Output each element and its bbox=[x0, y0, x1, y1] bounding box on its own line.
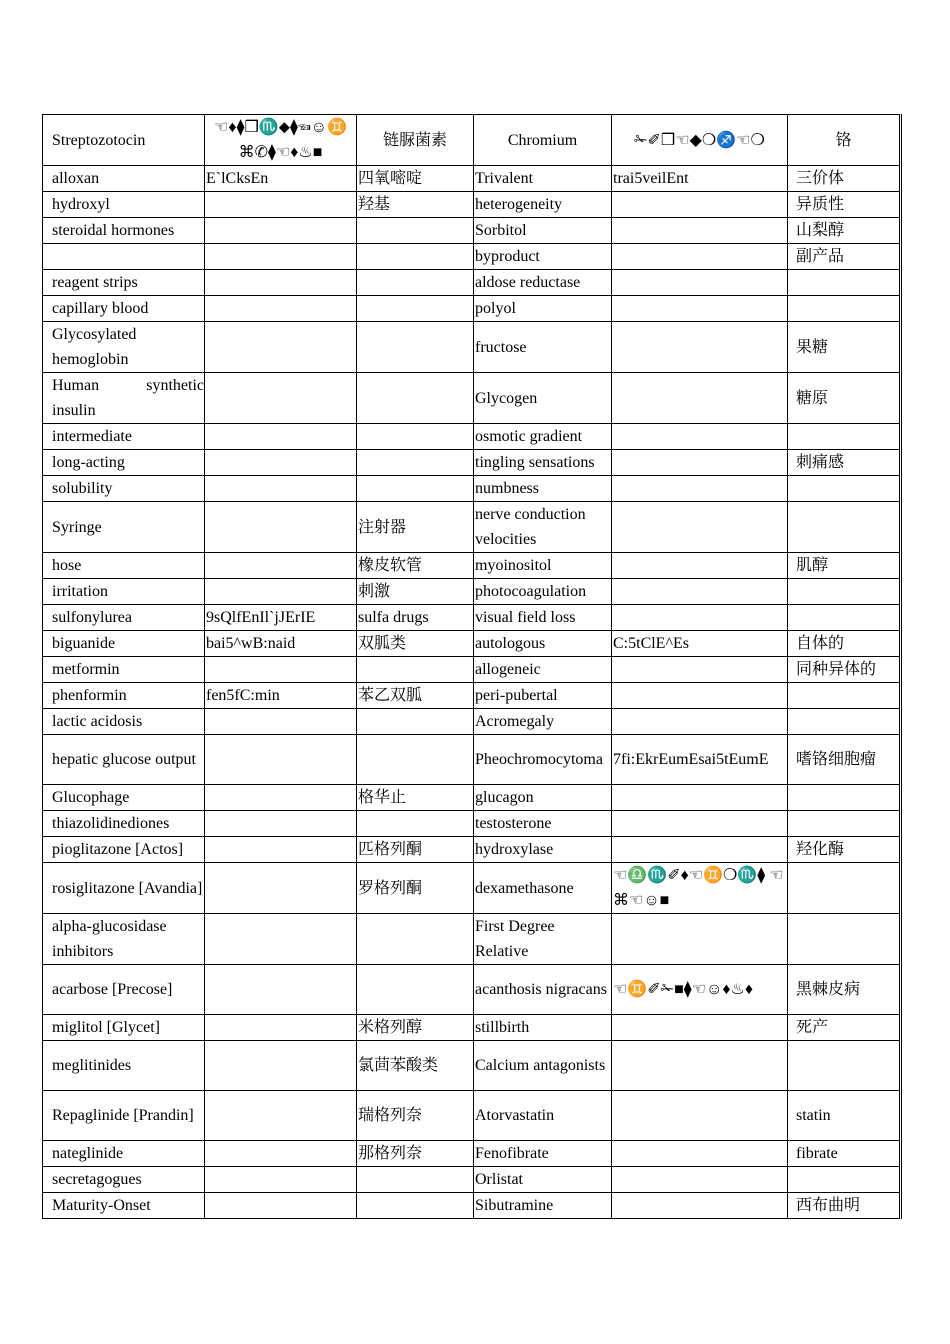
cell-phonetic bbox=[205, 476, 357, 502]
cell-term-en-2: Orlistat bbox=[474, 1167, 612, 1193]
cell-term-en-2: First Degree Relative bbox=[474, 914, 612, 965]
cell-term-en-2: hydroxylase bbox=[474, 837, 612, 863]
cell-phonetic-2 bbox=[612, 1091, 788, 1141]
cell-term-en: reagent strips bbox=[43, 270, 205, 296]
cell-term-en: Maturity-Onset bbox=[43, 1193, 205, 1219]
table-row bbox=[43, 785, 901, 811]
cell-term-en-2: glucagon bbox=[474, 785, 612, 811]
cell-term-en: Glucophage bbox=[43, 785, 205, 811]
cell-term-zh bbox=[357, 657, 474, 683]
cell-term-en-2: testosterone bbox=[474, 811, 612, 837]
cell-phonetic bbox=[205, 1041, 357, 1091]
cell-phonetic bbox=[205, 192, 357, 218]
cell-term-zh-2 bbox=[788, 709, 901, 735]
cell-term-zh-2: 嗜铬细胞瘤 bbox=[788, 735, 901, 785]
cell-term-en: meglitinides bbox=[43, 1041, 205, 1091]
cell-term-en: alpha-glucosidase inhibitors bbox=[43, 914, 205, 965]
cell-term-zh-2: 副产品 bbox=[788, 244, 901, 270]
cell-phonetic bbox=[205, 863, 357, 914]
cell-term-zh bbox=[357, 373, 474, 424]
cell-phonetic bbox=[205, 1015, 357, 1041]
table-row bbox=[43, 1193, 901, 1219]
cell-phonetic-2 bbox=[612, 1193, 788, 1219]
cell-phonetic-2 bbox=[612, 657, 788, 683]
cell-term-zh: 双胍类 bbox=[357, 631, 474, 657]
cell-phonetic-2 bbox=[612, 683, 788, 709]
cell-term-zh-2: 刺痛感 bbox=[788, 450, 901, 476]
cell-term-en-2: Pheochromocytoma bbox=[474, 735, 612, 785]
cell-term-zh-2: 自体的 bbox=[788, 631, 901, 657]
cell-term-zh-2 bbox=[788, 605, 901, 631]
cell-term-en: Repaglinide [Prandin] bbox=[43, 1091, 205, 1141]
table-row bbox=[43, 424, 901, 450]
cell-term-en: capillary blood bbox=[43, 296, 205, 322]
cell-term-en: secretagogues bbox=[43, 1167, 205, 1193]
header-cell-phonetic: ☜♦⧫❒♏⬥⧫☜☺♊ ⌘✆⧫☜♦♨■ bbox=[205, 115, 357, 166]
cell-term-zh-2: 黑棘皮病 bbox=[788, 965, 901, 1015]
cell-term-en-2: allogeneic bbox=[474, 657, 612, 683]
cell-phonetic-2 bbox=[612, 811, 788, 837]
cell-phonetic-2 bbox=[612, 476, 788, 502]
cell-term-en-2: fructose bbox=[474, 322, 612, 373]
cell-phonetic-2 bbox=[612, 424, 788, 450]
cell-term-zh-2: fibrate bbox=[788, 1141, 901, 1167]
table-row bbox=[43, 553, 901, 579]
cell-phonetic: E`lCksEn bbox=[205, 166, 357, 192]
cell-phonetic bbox=[205, 735, 357, 785]
cell-term-zh: 刺激 bbox=[357, 579, 474, 605]
cell-phonetic bbox=[205, 579, 357, 605]
cell-term-zh-2: 羟化酶 bbox=[788, 837, 901, 863]
cell-term-en-2: Trivalent bbox=[474, 166, 612, 192]
cell-term-zh: 瑞格列奈 bbox=[357, 1091, 474, 1141]
cell-term-en: thiazolidinediones bbox=[43, 811, 205, 837]
cell-phonetic-2 bbox=[612, 192, 788, 218]
table-row bbox=[43, 476, 901, 502]
cell-term-zh: 四氧嘧啶 bbox=[357, 166, 474, 192]
header-cell-term-en: Streptozotocin bbox=[43, 115, 205, 166]
cell-term-en: Glycosylated hemoglobin bbox=[43, 322, 205, 373]
table-row bbox=[43, 863, 901, 914]
cell-term-zh: 橡皮软管 bbox=[357, 553, 474, 579]
cell-term-en-2: nerve conduction velocities bbox=[474, 502, 612, 553]
table-row bbox=[43, 579, 901, 605]
cell-phonetic bbox=[205, 965, 357, 1015]
cell-phonetic-2 bbox=[612, 553, 788, 579]
table-row bbox=[43, 1091, 901, 1141]
table-row bbox=[43, 657, 901, 683]
cell-term-en-2: aldose reductase bbox=[474, 270, 612, 296]
cell-term-en-2: Sorbitol bbox=[474, 218, 612, 244]
cell-term-zh-2 bbox=[788, 476, 901, 502]
cell-term-zh-2: 三价体 bbox=[788, 166, 901, 192]
cell-term-en-2: Calcium antagonists bbox=[474, 1041, 612, 1091]
cell-phonetic bbox=[205, 785, 357, 811]
cell-term-zh-2 bbox=[788, 785, 901, 811]
cell-term-en-2: tingling sensations bbox=[474, 450, 612, 476]
cell-term-zh-2: statin bbox=[788, 1091, 901, 1141]
cell-phonetic-2 bbox=[612, 373, 788, 424]
cell-phonetic-2 bbox=[612, 709, 788, 735]
cell-phonetic bbox=[205, 296, 357, 322]
table-row bbox=[43, 965, 901, 1015]
table-row bbox=[43, 502, 901, 553]
cell-term-zh-2: 异质性 bbox=[788, 192, 901, 218]
cell-term-en-2: photocoagulation bbox=[474, 579, 612, 605]
cell-term-zh bbox=[357, 270, 474, 296]
cell-phonetic bbox=[205, 270, 357, 296]
cell-term-en: acarbose [Precose] bbox=[43, 965, 205, 1015]
cell-term-en-2: byproduct bbox=[474, 244, 612, 270]
cell-term-zh-2 bbox=[788, 1041, 901, 1091]
cell-phonetic bbox=[205, 373, 357, 424]
cell-phonetic-2 bbox=[612, 1015, 788, 1041]
cell-term-en-2: acanthosis nigracans bbox=[474, 965, 612, 1015]
cell-term-zh-2 bbox=[788, 863, 901, 914]
header-row bbox=[43, 115, 901, 166]
cell-phonetic-2 bbox=[612, 270, 788, 296]
cell-term-en-2: osmotic gradient bbox=[474, 424, 612, 450]
cell-term-zh bbox=[357, 450, 474, 476]
cell-phonetic bbox=[205, 502, 357, 553]
table-row bbox=[43, 735, 901, 785]
cell-term-zh bbox=[357, 914, 474, 965]
cell-phonetic bbox=[205, 450, 357, 476]
cell-term-en: steroidal hormones bbox=[43, 218, 205, 244]
cell-phonetic: fen5fC:min bbox=[205, 683, 357, 709]
cell-term-en: irritation bbox=[43, 579, 205, 605]
cell-term-zh: 格华止 bbox=[357, 785, 474, 811]
cell-term-en-2: Atorvastatin bbox=[474, 1091, 612, 1141]
vocabulary-table bbox=[42, 114, 902, 1219]
cell-term-zh-2 bbox=[788, 270, 901, 296]
table-row bbox=[43, 1141, 901, 1167]
table-row bbox=[43, 322, 901, 373]
cell-phonetic bbox=[205, 1167, 357, 1193]
cell-phonetic-2 bbox=[612, 785, 788, 811]
cell-phonetic-2: ☜♊✐✁■⧫☜☺♦♨♦ bbox=[612, 965, 788, 1015]
cell-term-en-2: visual field loss bbox=[474, 605, 612, 631]
cell-term-zh-2: 果糖 bbox=[788, 322, 901, 373]
cell-term-zh bbox=[357, 218, 474, 244]
table-row bbox=[43, 837, 901, 863]
cell-term-en: phenformin bbox=[43, 683, 205, 709]
cell-term-en: hepatic glucose output bbox=[43, 735, 205, 785]
header-cell-phonetic-2: ✁✐❒☜◆❍♐☜❍ bbox=[612, 115, 788, 166]
cell-phonetic bbox=[205, 218, 357, 244]
cell-term-en-2: Glycogen bbox=[474, 373, 612, 424]
cell-phonetic-2 bbox=[612, 1167, 788, 1193]
cell-term-en-2: peri-pubertal bbox=[474, 683, 612, 709]
cell-term-zh-2 bbox=[788, 683, 901, 709]
cell-term-zh: 匹格列酮 bbox=[357, 837, 474, 863]
cell-phonetic bbox=[205, 1193, 357, 1219]
cell-term-zh-2: 同种异体的 bbox=[788, 657, 901, 683]
cell-term-en: pioglitazone [Actos] bbox=[43, 837, 205, 863]
cell-term-zh bbox=[357, 709, 474, 735]
table-row bbox=[43, 811, 901, 837]
cell-phonetic-2 bbox=[612, 1041, 788, 1091]
cell-term-en-2: Fenofibrate bbox=[474, 1141, 612, 1167]
table-row bbox=[43, 166, 901, 192]
cell-term-zh-2: 肌醇 bbox=[788, 553, 901, 579]
table-row bbox=[43, 1041, 901, 1091]
cell-term-en-2: numbness bbox=[474, 476, 612, 502]
cell-term-zh bbox=[357, 1167, 474, 1193]
cell-term-en-2: Acromegaly bbox=[474, 709, 612, 735]
cell-term-en: Syringe bbox=[43, 502, 205, 553]
cell-phonetic bbox=[205, 424, 357, 450]
cell-term-en: solubility bbox=[43, 476, 205, 502]
cell-term-zh-2 bbox=[788, 502, 901, 553]
table-row bbox=[43, 373, 901, 424]
cell-term-zh-2 bbox=[788, 1167, 901, 1193]
table-row bbox=[43, 709, 901, 735]
cell-phonetic bbox=[205, 657, 357, 683]
cell-term-en: hydroxyl bbox=[43, 192, 205, 218]
table-row bbox=[43, 296, 901, 322]
cell-phonetic bbox=[205, 709, 357, 735]
cell-term-en: Human synthetic insulin bbox=[43, 373, 205, 424]
cell-phonetic bbox=[205, 322, 357, 373]
table-row bbox=[43, 218, 901, 244]
table-row bbox=[43, 1015, 901, 1041]
cell-term-zh-2 bbox=[788, 424, 901, 450]
cell-term-en: lactic acidosis bbox=[43, 709, 205, 735]
cell-term-zh bbox=[357, 476, 474, 502]
table-row bbox=[43, 631, 901, 657]
cell-phonetic-2 bbox=[612, 579, 788, 605]
cell-term-zh: 米格列醇 bbox=[357, 1015, 474, 1041]
cell-term-zh-2: 死产 bbox=[788, 1015, 901, 1041]
cell-term-en-2: autologous bbox=[474, 631, 612, 657]
cell-term-zh-2 bbox=[788, 914, 901, 965]
cell-term-zh bbox=[357, 811, 474, 837]
cell-term-zh: 罗格列酮 bbox=[357, 863, 474, 914]
cell-term-zh-2: 糖原 bbox=[788, 373, 901, 424]
cell-term-en: miglitol [Glycet] bbox=[43, 1015, 205, 1041]
cell-term-en-2: Sibutramine bbox=[474, 1193, 612, 1219]
cell-term-en: biguanide bbox=[43, 631, 205, 657]
table-row bbox=[43, 605, 901, 631]
cell-term-zh bbox=[357, 1193, 474, 1219]
cell-term-en: hose bbox=[43, 553, 205, 579]
cell-term-en-2: heterogeneity bbox=[474, 192, 612, 218]
cell-term-zh bbox=[357, 244, 474, 270]
cell-term-zh bbox=[357, 296, 474, 322]
cell-phonetic-2 bbox=[612, 244, 788, 270]
cell-phonetic-2 bbox=[612, 1141, 788, 1167]
cell-term-zh bbox=[357, 424, 474, 450]
table-row bbox=[43, 1167, 901, 1193]
cell-phonetic-2 bbox=[612, 218, 788, 244]
table-row bbox=[43, 450, 901, 476]
cell-phonetic-2: trai5veilEnt bbox=[612, 166, 788, 192]
cell-term-en: metformin bbox=[43, 657, 205, 683]
header-cell-term-zh-2: 铬 bbox=[788, 115, 901, 166]
cell-term-en: intermediate bbox=[43, 424, 205, 450]
cell-phonetic-2 bbox=[612, 450, 788, 476]
cell-term-en bbox=[43, 244, 205, 270]
header-cell-term-en-2: Chromium bbox=[474, 115, 612, 166]
cell-term-en-2: polyol bbox=[474, 296, 612, 322]
table-row bbox=[43, 244, 901, 270]
cell-term-zh-2 bbox=[788, 811, 901, 837]
cell-term-zh bbox=[357, 965, 474, 1015]
cell-phonetic-2: C:5tClE^Es bbox=[612, 631, 788, 657]
cell-term-en-2: stillbirth bbox=[474, 1015, 612, 1041]
table-row bbox=[43, 683, 901, 709]
cell-phonetic-2 bbox=[612, 296, 788, 322]
cell-phonetic bbox=[205, 1091, 357, 1141]
cell-term-zh-2 bbox=[788, 579, 901, 605]
cell-phonetic-2: ☜♎♏✐♦☜♊❍♏⧫ ☜⌘☜☺■ bbox=[612, 863, 788, 914]
cell-phonetic bbox=[205, 244, 357, 270]
cell-term-zh: 苯乙双胍 bbox=[357, 683, 474, 709]
table-row bbox=[43, 270, 901, 296]
cell-term-zh-2 bbox=[788, 296, 901, 322]
cell-term-en: rosiglitazone [Avandia] bbox=[43, 863, 205, 914]
cell-term-zh: sulfa drugs bbox=[357, 605, 474, 631]
cell-term-zh bbox=[357, 322, 474, 373]
cell-term-zh: 注射器 bbox=[357, 502, 474, 553]
cell-phonetic-2 bbox=[612, 914, 788, 965]
cell-term-en-2: dexamethasone bbox=[474, 863, 612, 914]
cell-term-en: nateglinide bbox=[43, 1141, 205, 1167]
cell-term-en: sulfonylurea bbox=[43, 605, 205, 631]
table-row bbox=[43, 192, 901, 218]
cell-term-en: long-acting bbox=[43, 450, 205, 476]
cell-phonetic: 9sQlfEnIl`jJErIE bbox=[205, 605, 357, 631]
cell-phonetic bbox=[205, 1141, 357, 1167]
cell-phonetic bbox=[205, 811, 357, 837]
cell-phonetic bbox=[205, 914, 357, 965]
cell-phonetic bbox=[205, 553, 357, 579]
cell-term-zh-2: 西布曲明 bbox=[788, 1193, 901, 1219]
cell-term-en-2: myoinositol bbox=[474, 553, 612, 579]
cell-phonetic-2 bbox=[612, 605, 788, 631]
cell-term-zh-2: 山梨醇 bbox=[788, 218, 901, 244]
cell-phonetic bbox=[205, 837, 357, 863]
cell-phonetic: bai5^wB:naid bbox=[205, 631, 357, 657]
cell-phonetic-2: 7fi:EkrEumEsai5tEumE bbox=[612, 735, 788, 785]
cell-phonetic-2 bbox=[612, 837, 788, 863]
table-row bbox=[43, 914, 901, 965]
cell-phonetic-2 bbox=[612, 502, 788, 553]
cell-term-zh: 氯茴苯酸类 bbox=[357, 1041, 474, 1091]
cell-term-zh: 羟基 bbox=[357, 192, 474, 218]
cell-term-en: alloxan bbox=[43, 166, 205, 192]
cell-phonetic-2 bbox=[612, 322, 788, 373]
cell-term-zh bbox=[357, 735, 474, 785]
header-cell-term-zh: 链脲菌素 bbox=[357, 115, 474, 166]
cell-term-zh: 那格列奈 bbox=[357, 1141, 474, 1167]
